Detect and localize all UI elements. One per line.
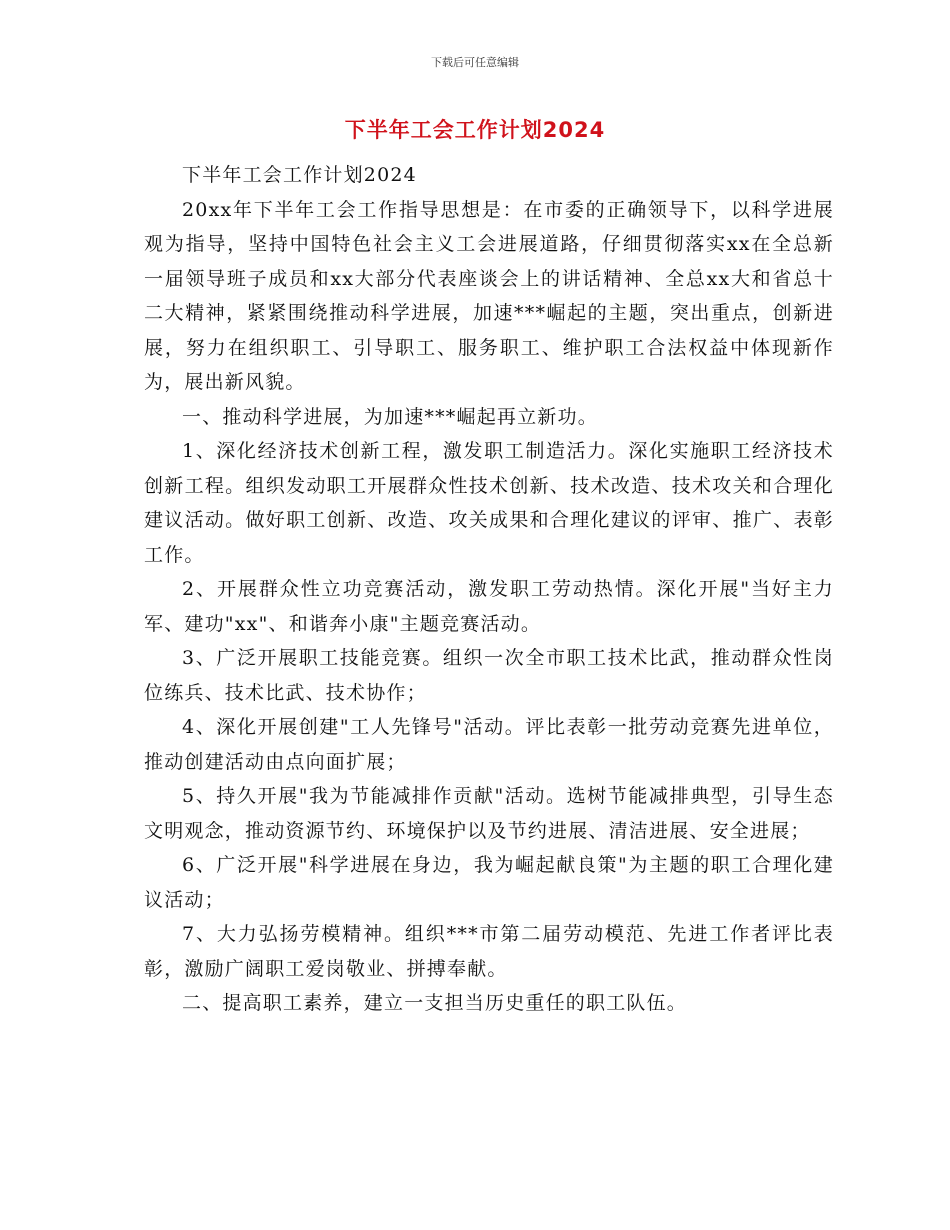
paragraph-item-3: 3、广泛开展职工技能竞赛。组织一次全市职工技术比武，推动群众性岗位练兵、技术比武、技术协作； bbox=[144, 647, 834, 704]
section-heading-2: 二、提高职工素养，建立一支担当历史重任的职工队伍。 bbox=[182, 992, 688, 1014]
paragraph-subtitle: 下半年工会工作计划2024 bbox=[182, 164, 417, 186]
paragraph-item-1: 1、深化经济技术创新工程，激发职工制造活力。深化实施职工经济技术创新工程。组织发动职工开展群众性技术创新、技术改造、技术攻关和合理化建议活动。做好职工创新、改造、攻关成果和合理化建议的评审、推广、表彰工作。 bbox=[144, 440, 834, 566]
paragraph-item-5: 5、持久开展"我为节能减排作贡献"活动。选树节能减排典型，引导生态文明观念，推动资源节约、环境保护以及节约进展、清洁进展、安全进展； bbox=[144, 785, 834, 842]
paragraph-guiding-thought: 20xx年下半年工会工作指导思想是：在市委的正确领导下，以科学进展观为指导，坚持中国特色社会主义工会进展道路，仔细贯彻落实xx在全总新一届领导班子成员和xx大部分代表座谈会上的讲话精神、全总xx大和省总十二大精神，紧紧围绕推动科学进展，加速***崛起的主题，突出重点，创新进展，努力在组织职工、引导职工、服务职工、维护职工合法权益中体现新作为，展出新风貌。 bbox=[144, 198, 834, 393]
paragraph-item-7: 7、大力弘扬劳模精神。组织***市第二届劳动模范、先进工作者评比表彰，激励广阔职工爱岗敬业、拼搏奉献。 bbox=[144, 923, 834, 980]
page-header-note: 下载后可任意编辑 bbox=[431, 56, 519, 69]
section-heading-1: 一、推动科学进展，为加速***崛起再立新功。 bbox=[182, 405, 598, 428]
document-title: 下半年工会工作计划2024 bbox=[344, 118, 606, 142]
paragraph-item-2: 2、开展群众性立功竞赛活动，激发职工劳动热情。深化开展"当好主力军、建功"xx"、和谐奔小康"主题竞赛活动。 bbox=[144, 578, 834, 635]
paragraph-item-4: 4、深化开展创建"工人先锋号"活动。评比表彰一批劳动竞赛先进单位，推动创建活动由点向面扩展； bbox=[144, 716, 834, 773]
document-body bbox=[144, 158, 834, 1021]
paragraph-item-6: 6、广泛开展"科学进展在身边，我为崛起献良策"为主题的职工合理化建议活动； bbox=[144, 854, 834, 911]
